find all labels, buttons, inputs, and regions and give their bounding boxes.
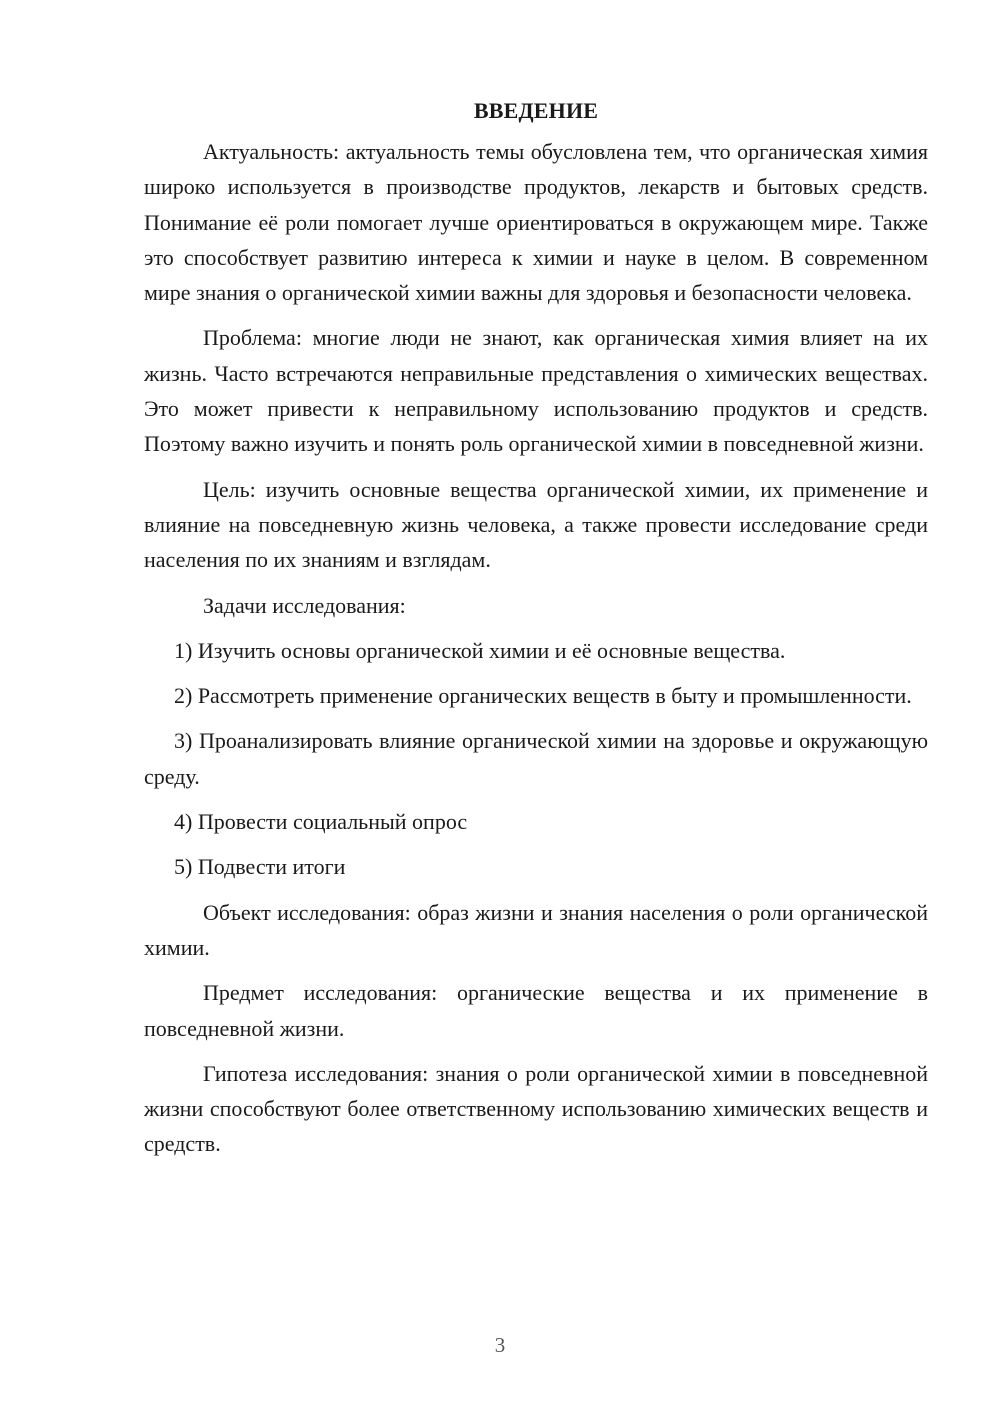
tasks-heading: Задачи исследования: — [203, 592, 406, 618]
task-item-1: 1) Изучить основы органической химии и её основные вещества. — [174, 637, 786, 663]
problem-paragraph: Проблема: многие люди не знают, как органическая химия влияет на их жизнь. Часто встречаются неправильные представления о химических веществах. Это может привести к неправильному использованию продуктов и средств. Поэтому важно изучить и понять роль органической химии в повседневной жизни. — [144, 325, 928, 457]
task-item-4: 4) Провести социальный опрос — [174, 809, 468, 835]
relevance-paragraph: Актуальность: актуальность темы обусловлена тем, что органическая химия широко используется в производстве продуктов, лекарств и бытовых средств. Понимание её роли помогает лучше ориентироваться в окружающем мире. Также это способствует развитию интереса к химии и науке в целом. В современном мире знания о органической химии важны для здоровья и безопасности человека. — [144, 139, 928, 306]
subject-paragraph: Предмет исследования: органические вещества и их применение в повседневной жизни. — [144, 980, 928, 1041]
task-item-5: 5) Подвести итоги — [174, 854, 346, 880]
object-paragraph: Объект исследования: образ жизни и знания населения о роли органической химии. — [144, 899, 928, 960]
task-item-2: 2) Рассмотреть применение органических веществ в быту и промышленности. — [174, 683, 912, 709]
goal-paragraph: Цель: изучить основные вещества органической химии, их применение и влияние на повседневную жизнь человека, а также провести исследование среди населения по их знаниям и взглядам. — [144, 476, 928, 573]
hypothesis-paragraph: Гипотеза исследования: знания о роли органической химии в повседневной жизни способствуют более ответственному использованию химических веществ и средств. — [144, 1060, 928, 1157]
document-page — [144, 94, 928, 1162]
section-title: ВВЕДЕНИЕ — [473, 98, 599, 123]
task-item-3: 3) Проанализировать влияние органической химии на здоровье и окружающую среду. — [144, 728, 928, 789]
page-number: 3 — [494, 1333, 506, 1357]
